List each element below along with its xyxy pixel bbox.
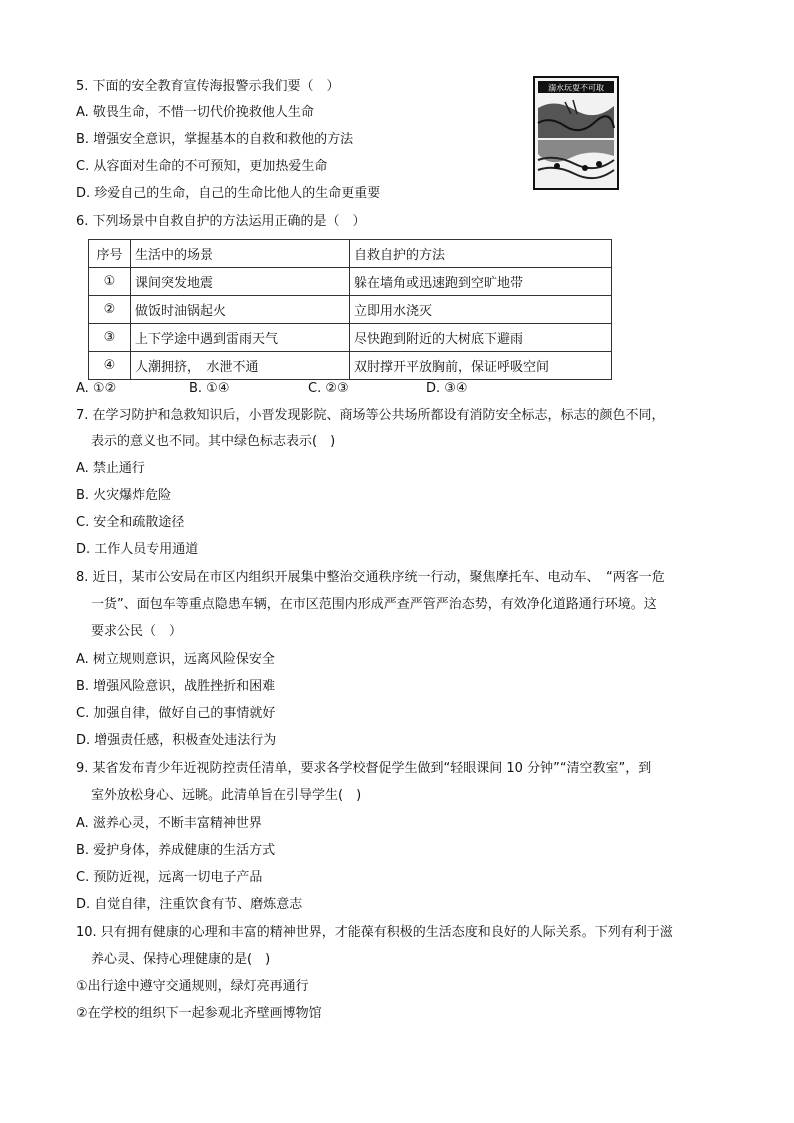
q8-stem-line1: 8. 近日，某市公安局在市区内组织开展集中整治交通秩序统一行动，聚焦摩托车、电动车、 “两客一危 bbox=[76, 570, 665, 585]
q5-option-c: C. 从容面对生命的不可预知，更加热爱生命 bbox=[76, 159, 328, 174]
table-row bbox=[89, 268, 612, 296]
table-cell: 立即用水浇灭 bbox=[350, 296, 612, 324]
table-cell: 双肘撑开平放胸前，保证呼吸空间 bbox=[350, 352, 612, 380]
q10-item-2: ②在学校的组织下一起参观北齐壁画博物馆 bbox=[76, 1006, 322, 1021]
table-cell: ④ bbox=[89, 352, 131, 380]
table-cell: ③ bbox=[89, 324, 131, 352]
q9-option-b: B. 爱护身体，养成健康的生活方式 bbox=[76, 843, 276, 858]
table-cell: 做饭时油锅起火 bbox=[131, 296, 350, 324]
q6-scenes-table bbox=[88, 239, 612, 380]
q6-option-b: B. ①④ bbox=[189, 381, 230, 396]
table-row bbox=[89, 324, 612, 352]
table-cell: ① bbox=[89, 268, 131, 296]
q9-stem-line2: 室外放松身心、远眺。此清单旨在引导学生( ) bbox=[91, 788, 362, 803]
q9-option-a: A. 滋养心灵，不断丰富精神世界 bbox=[76, 816, 262, 831]
q8-option-b: B. 增强风险意识，战胜挫折和困难 bbox=[76, 679, 276, 694]
table-header-row bbox=[89, 240, 612, 268]
q7-option-c: C. 安全和疏散途径 bbox=[76, 515, 185, 530]
table-cell: 尽快跑到附近的大树底下避雨 bbox=[350, 324, 612, 352]
q7-option-b: B. 火灾爆炸危险 bbox=[76, 488, 172, 503]
table-header-cell: 生活中的场景 bbox=[131, 240, 350, 268]
table-cell: 上下学途中遇到雷雨天气 bbox=[131, 324, 350, 352]
q6-stem: 6. 下列场景中自救自护的方法运用正确的是（ ） bbox=[76, 214, 366, 229]
q9-option-d: D. 自觉自律，注重饮食有节、磨炼意志 bbox=[76, 897, 303, 912]
q9-stem-line1: 9. 某省发布青少年近视防控责任清单，要求各学校督促学生做到“轻眼课间 10 分钟”“清空教室”，到 bbox=[76, 761, 652, 776]
q6-option-a: A. ①② bbox=[76, 381, 117, 396]
q7-stem-line1: 7. 在学习防护和急救知识后，小晋发现影院、商场等公共场所都设有消防安全标志，标志的颜色不同， bbox=[76, 408, 665, 423]
q10-stem-line2: 养心灵、保持心理健康的是( ) bbox=[91, 952, 271, 967]
table-row bbox=[89, 352, 612, 380]
q5-stem: 5. 下面的安全教育宣传海报警示我们要（ ） bbox=[76, 79, 340, 94]
poster-caption: 溺水玩耍不可取 bbox=[548, 83, 604, 93]
q9-option-c: C. 预防近视，远离一切电子产品 bbox=[76, 870, 263, 885]
q6-option-d: D. ③④ bbox=[426, 381, 468, 396]
q8-stem-line2: 一货”、面包车等重点隐患车辆，在市区范围内形成严查严管严治态势，有效净化道路通行环境。这 bbox=[91, 597, 657, 612]
table-cell: 课间突发地震 bbox=[131, 268, 350, 296]
table-cell: 人潮拥挤， 水泄不通 bbox=[131, 352, 350, 380]
q5-option-a: A. 敬畏生命，不惜一切代价挽救他人生命 bbox=[76, 105, 314, 120]
table-cell: ② bbox=[89, 296, 131, 324]
table-cell: 躲在墙角或迅速跑到空旷地带 bbox=[350, 268, 612, 296]
q6-option-c: C. ②③ bbox=[308, 381, 349, 396]
table-header-cell: 自救自护的方法 bbox=[350, 240, 612, 268]
table-row bbox=[89, 296, 612, 324]
q8-option-d: D. 增强责任感，积极查处违法行为 bbox=[76, 733, 277, 748]
q7-option-a: A. 禁止通行 bbox=[76, 461, 145, 476]
q8-option-a: A. 树立规则意识，远离风险保安全 bbox=[76, 652, 275, 667]
q10-item-1: ①出行途中遵守交通规则，绿灯亮再通行 bbox=[76, 979, 309, 994]
safety-poster-image bbox=[533, 76, 619, 190]
q7-stem-line2: 表示的意义也不同。其中绿色标志表示( ) bbox=[91, 434, 336, 449]
q5-option-d: D. 珍爱自己的生命，自己的生命比他人的生命更重要 bbox=[76, 186, 381, 201]
q8-stem-line3: 要求公民（ ） bbox=[91, 624, 183, 639]
q7-option-d: D. 工作人员专用通道 bbox=[76, 542, 199, 557]
poster-illustration bbox=[535, 78, 617, 188]
q10-stem-line1: 10. 只有拥有健康的心理和丰富的精神世界，才能葆有积极的生活态度和良好的人际关系。下列有利于滋 bbox=[76, 925, 673, 940]
q8-option-c: C. 加强自律，做好自己的事情就好 bbox=[76, 706, 276, 721]
table-header-cell: 序号 bbox=[89, 240, 131, 268]
q5-option-b: B. 增强安全意识，掌握基本的自救和救他的方法 bbox=[76, 132, 354, 147]
